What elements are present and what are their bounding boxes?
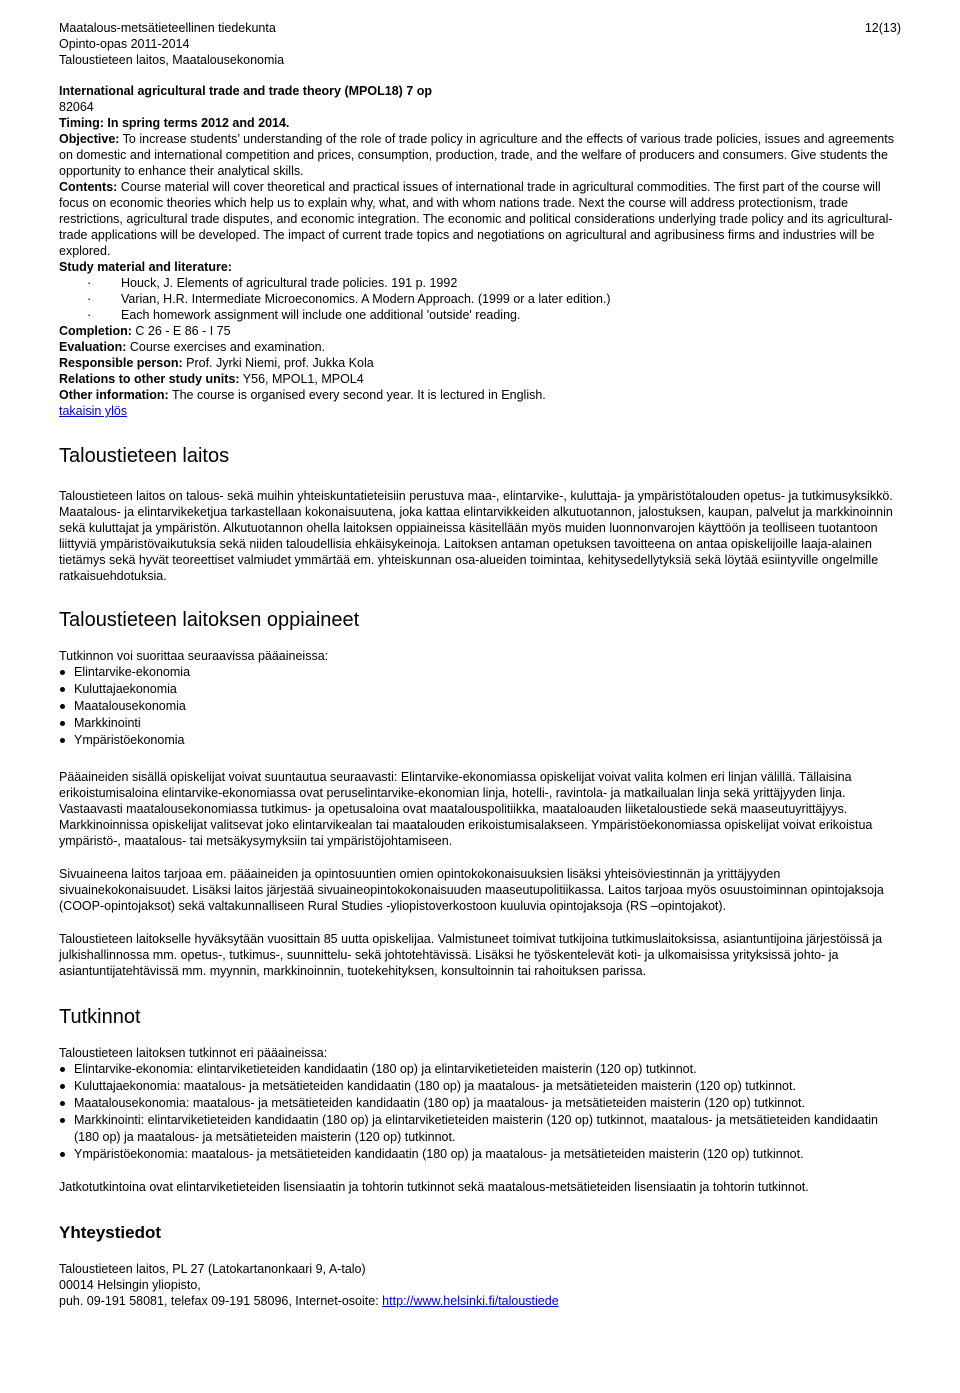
literature-item: · Houck, J. Elements of agricultural trade policies. 191 p. 1992 (59, 275, 901, 291)
oppiaineet-intro: Tutkinnon voi suorittaa seuraavissa pääaineissa: (59, 649, 329, 663)
evaluation-text: Course exercises and examination. (126, 340, 326, 354)
department-name: Taloustieteen laitos, Maatalousekonomia (59, 53, 285, 67)
course-timing: Timing: In spring terms 2012 and 2014. (59, 116, 290, 130)
laitos-paragraph: Taloustieteen laitos on talous- sekä muihin yhteiskuntatieteisiin perustuva maa-, elintarvike-, kuluttaja- ja ympäristötalouden opetus- ja tutkimusyksikkö. Maatalous- ja elintarvikeketjua tarkastellaan kokonaisuutena, joka kattaa elintarvikkeiden alkutuotannon, jalostuksen, kaupan, palvelut ja markkinoinnin sekä kuluttajat ja ympäristön. Alkutuotannon ohella laitoksen oppiaineissa käsitellään myös muiden luonnonvarojen käyttöön ja teolliseen tuotantoon liittyviä ympäristövaikutuksia sekä niiden taloudellisia ehkäisykeinoja. Laitoksen antaman opetuksen tavoitteena on antaa opiskelijoille laaja-alainen tietämys sekä hyvät teoreettiset valmiudet ymmärtää em. yhteiskunnan osa-alueiden toimintaa, kehitysedellytyksiä sekä löytää esiintyville ongelmille ratkaisuehdotuksia. (59, 489, 893, 583)
literature-list (59, 275, 901, 323)
literature-item: · Each homework assignment will include one additional 'outside' reading. (59, 307, 901, 323)
section-heading-oppiaineet: Taloustieteen laitoksen oppiaineet (59, 609, 360, 631)
website-link[interactable]: http://www.helsinki.fi/taloustiede (382, 1294, 559, 1308)
contact-phone: puh. 09-191 58081, telefax 09-191 58096, Internet-osoite: (59, 1294, 383, 1308)
back-to-top-link[interactable]: takaisin ylös (59, 404, 128, 418)
course-other-info (59, 387, 901, 403)
section-heading-yhteystiedot: Yhteystiedot (59, 1223, 162, 1242)
course-responsible (59, 355, 901, 371)
course-code: 82064 (59, 100, 94, 114)
page-number: 12(13) (864, 21, 901, 35)
faculty-name: Maatalous-metsätieteellinen tiedekunta (59, 21, 276, 35)
relations-text: Y56, MPOL1, MPOL4 (239, 372, 364, 386)
course-objective (59, 131, 901, 179)
degree-list (59, 1061, 901, 1163)
course-completion (59, 323, 901, 339)
evaluation-label: Evaluation: (59, 340, 127, 354)
study-material-label: Study material and literature: (59, 260, 232, 274)
subject-item: Kuluttajaekonomia (59, 681, 901, 698)
minor-subjects-paragraph: Sivuaineena laitos tarjoaa em. pääaineiden ja opintosuuntien omien opintokokonaisuuksien lisäksi yhteisöviestinnän ja yrittäjyyden sivuainekokonaisuudet. Lisäksi laitos järjestää sivuaineopintokokonaisuuden maaseutupolitiikassa. Laitos tarjoaa myös osuustoiminnan opintojaksoja (COOP-opintojaksot) sekä valtakunnalliseen Rural Studies -yliopistoverkostoon kuuluvia opintojaksoja (RS –opintojakot). (59, 867, 884, 913)
specialization-paragraph: Pääaineiden sisällä opiskelijat voivat suuntautua seuraavasti: Elintarvike-ekonomiassa opiskelijat voivat valita kolmen eri linjan välillä. Tällaisina erikoistumisaloina elintarvike-ekonomiassa ovat peruselintarvike-ekonomian linja, hotelli-, ravintola- ja matkailualan linja sekä yrittäjyyden linja. Vastaavasti maatalousekonomiassa tutkimus- ja opetusaloina ovat maatalouspolitiikka, maataloauden liiketaloustiede sekä maaseutuyrittäjyys. Markkinoinnissa opiskelijat valitsevat joko elintarvikealan tai maatalouden erikoistumisalakseen. Ympäristöekonomiassa opiskelijat voivat erikoistua ympäristö-, maatalous- tai metsäkysymyksiin tai ympäristöjohtamiseen. (59, 770, 873, 848)
other-info-label: Other information: (59, 388, 169, 402)
degree-item: Maatalousekonomia: maatalous- ja metsätieteiden kandidaatin (180 op) ja maatalous- ja metsätieteiden maisterin (120 op) tutkinnot. (59, 1095, 901, 1112)
objective-text: To increase students’ understanding of the role of trade policy in agriculture and the effects of various trade policies, issues and agreements on domestic and international competition and prices, consumption, production, trade, and the welfare of producers and consumers. Give students the opportunity to enhance their analytical skills. (59, 132, 894, 178)
degree-item: Elintarvike-ekonomia: elintarviketieteiden kandidaatin (180 op) ja elintarviketieteiden maisterin (120 op) tutkinnot. (59, 1061, 901, 1078)
other-info-text: The course is organised every second year. It is lectured in English. (168, 388, 546, 402)
literature-item: · Varian, H.R. Intermediate Microeconomics. A Modern Approach. (1999 or a later edition.) (59, 291, 901, 307)
degree-item: Markkinointi: elintarviketieteiden kandidaatin (180 op) ja elintarviketieteiden maisterin (120 op) tutkinnot, maatalous- ja metsätieteiden kandidaatin (180 op) ja maatalous- ja metsätieteiden maisterin (120 op) tutkinnot. (59, 1112, 901, 1146)
objective-label: Objective: (59, 132, 120, 146)
course-relations (59, 371, 901, 387)
back-to-top-row (59, 403, 901, 419)
relations-label: Relations to other study units: (59, 372, 240, 386)
course-evaluation (59, 339, 901, 355)
completion-text: C 26 - E 86 - I 75 (131, 324, 231, 338)
contents-label: Contents: (59, 180, 118, 194)
admissions-paragraph: Taloustieteen laitokselle hyväksytään vuosittain 85 uutta opiskelijaa. Valmistuneet toimivat tutkijoina tutkimuslaitoksissa, asiantuntijoina järjestöissä ja julkishallinnossa mm. opetus-, tutkimus-, suunnittelu- sekä johtotehtävissä. Lisäksi he työskentelevät koti- ja ulkomaisissa yrityksissä johto- ja asiantuntijatehtävissä mm. myynnin, markkinoinnin, tuotekehityksen, konsultoinnin tai rahoituksen parissa. (59, 932, 883, 978)
document-page (59, 20, 901, 1309)
completion-label: Completion: (59, 324, 132, 338)
responsible-label: Responsible person: (59, 356, 183, 370)
subject-item: Ympäristöekonomia (59, 732, 901, 749)
tutkinnot-intro: Taloustieteen laitoksen tutkinnot eri pääaineissa: (59, 1046, 328, 1060)
section-heading-laitos: Taloustieteen laitos (59, 445, 230, 467)
contact-block (59, 1261, 901, 1309)
degree-item: Kuluttajaekonomia: maatalous- ja metsätieteiden kandidaatin (180 op) ja maatalous- ja metsätieteiden maisterin (120 op) tutkinnot. (59, 1078, 901, 1095)
contact-address: Taloustieteen laitos, PL 27 (Latokartanonkaari 9, A-talo) (59, 1262, 366, 1276)
course-title: International agricultural trade and trade theory (MPOL18) 7 op (59, 84, 432, 98)
subject-item: Elintarvike-ekonomia (59, 664, 901, 681)
contents-text: Course material will cover theoretical and practical issues of international trade in agricultural commodities. The first part of the course will focus on economic theories which help us to explain why, what, and with whom nations trade. Next the course will address protectionism, trade restrictions, agricultural trade disputes, and economic integration. The economic and political considerations underlying trade policy and its agricultural-trade applications will be developed. The impact of current trade topics and negotiations on agricultural and agribusiness firms and industries will be explored. (59, 180, 893, 258)
study-guide-title: Opinto-opas 2011-2014 (59, 37, 190, 51)
subject-list (59, 664, 901, 749)
course-description (59, 83, 901, 419)
section-heading-tutkinnot: Tutkinnot (59, 1006, 141, 1028)
course-contents (59, 179, 901, 259)
contact-phone-line (59, 1293, 901, 1309)
page-header (59, 20, 901, 68)
contact-postal: 00014 Helsingin yliopisto, (59, 1278, 201, 1292)
subject-item: Maatalousekonomia (59, 698, 901, 715)
subject-item: Markkinointi (59, 715, 901, 732)
degree-item: Ympäristöekonomia: maatalous- ja metsätieteiden kandidaatin (180 op) ja maatalous- ja metsätieteiden maisterin (120 op) tutkinnot. (59, 1146, 901, 1163)
postgrad-paragraph: Jatkotutkintoina ovat elintarviketieteiden lisensiaatin ja tohtorin tutkinnot sekä maatalous-metsätieteiden lisensiaatin ja tohtorin tutkinnot. (59, 1180, 809, 1194)
responsible-text: Prof. Jyrki Niemi, prof. Jukka Kola (182, 356, 374, 370)
